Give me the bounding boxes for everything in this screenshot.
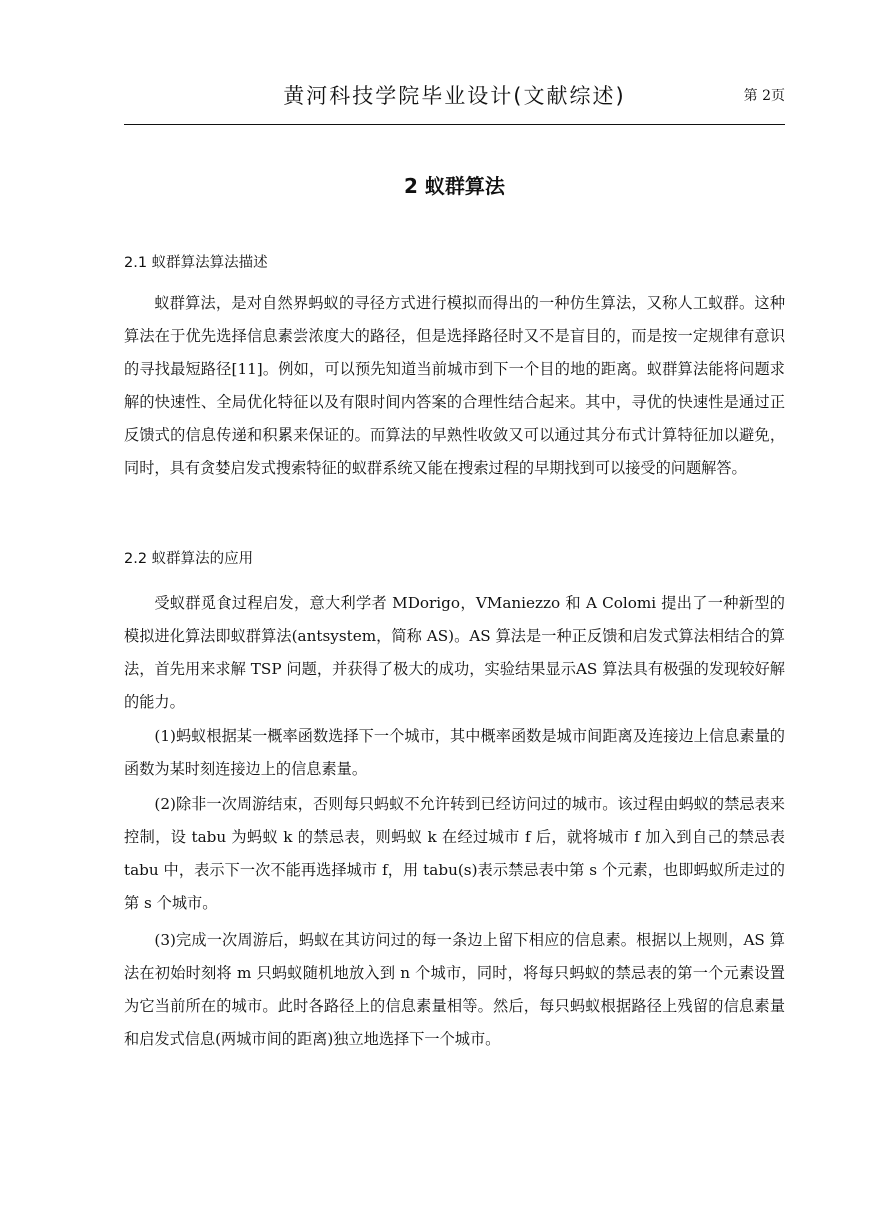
section-heading-2-2: 2.2 蚁群算法的应用 bbox=[124, 551, 254, 567]
chapter-title: 2 蚁群算法 bbox=[404, 174, 505, 198]
section-heading-2-1: 2.1 蚁群算法算法描述 bbox=[124, 255, 268, 271]
section-2-1-paragraph: 蚁群算法，是对自然界蚂蚁的寻径方式进行模拟而得出的一种仿生算法，又称人工蚁群。这种算法在于优先选择信息素尝浓度大的路径，但是选择路径时又不是盲目的，而是按一定规律有意识的寻找最短路径[11]。例如，可以预先知道当前城市到下一个目的地的距离。蚁群算法能将问题求解的快速性、全局优化特征以及有限时间内答案的合理性结合起来。其中，寻优的快速性是通过正反馈式的信息传递和积累来保证的。而算法的早熟性收敛又可以通过其分布式计算特征加以避免，同时，具有贪婪启发式搜索特征的蚁群系统又能在搜索过程的早期找到可以接受的问题解答。 bbox=[124, 294, 785, 477]
section-2-2-item-1: (1)蚂蚁根据某一概率函数选择下一个城市，其中概率函数是城市间距离及连接边上信息素量的函数为某时刻连接边上的信息素量。 bbox=[124, 727, 785, 778]
section-2-2-item-2: (2)除非一次周游结束，否则每只蚂蚁不允许转到已经访问过的城市。该过程由蚂蚁的禁忌表来控制，设 tabu 为蚂蚁 k 的禁忌表，则蚂蚁 k 在经过城市 f 后，就将城市 f 加入到自己的禁忌表 tabu 中，表示下一次不能再选择城市 f，用 tabu(s)表示禁忌表中第 s 个元素，也即蚂蚁所走过的第 s 个城市。 bbox=[124, 795, 785, 912]
header-divider bbox=[124, 124, 785, 125]
page-number: 第 2页 bbox=[743, 88, 785, 104]
page-header bbox=[124, 74, 785, 122]
section-2-2-intro: 受蚁群觅食过程启发，意大利学者 MDorigo，VManiezzo 和 A Colomi 提出了一种新型的模拟进化算法即蚁群算法(antsystem，简称 AS)。AS 算法是一种正反馈和启发式算法相结合的算法，首先用来求解 TSP 问题，并获得了极大的成功，实验结果显示AS 算法具有极强的发现较好解的能力。 bbox=[124, 594, 785, 711]
section-2-2-item-3: (3)完成一次周游后，蚂蚁在其访问过的每一条边上留下相应的信息素。根据以上规则，AS 算法在初始时刻将 m 只蚂蚁随机地放入到 n 个城市，同时，将每只蚂蚁的禁忌表的第一个元素设置为它当前所在的城市。此时各路径上的信息素量相等。然后，每只蚂蚁根据路径上残留的信息素量和启发式信息(两城市间的距离)独立地选择下一个城市。 bbox=[124, 931, 785, 1048]
header-title: 黄河科技学院毕业设计(文献综述) bbox=[283, 84, 626, 108]
